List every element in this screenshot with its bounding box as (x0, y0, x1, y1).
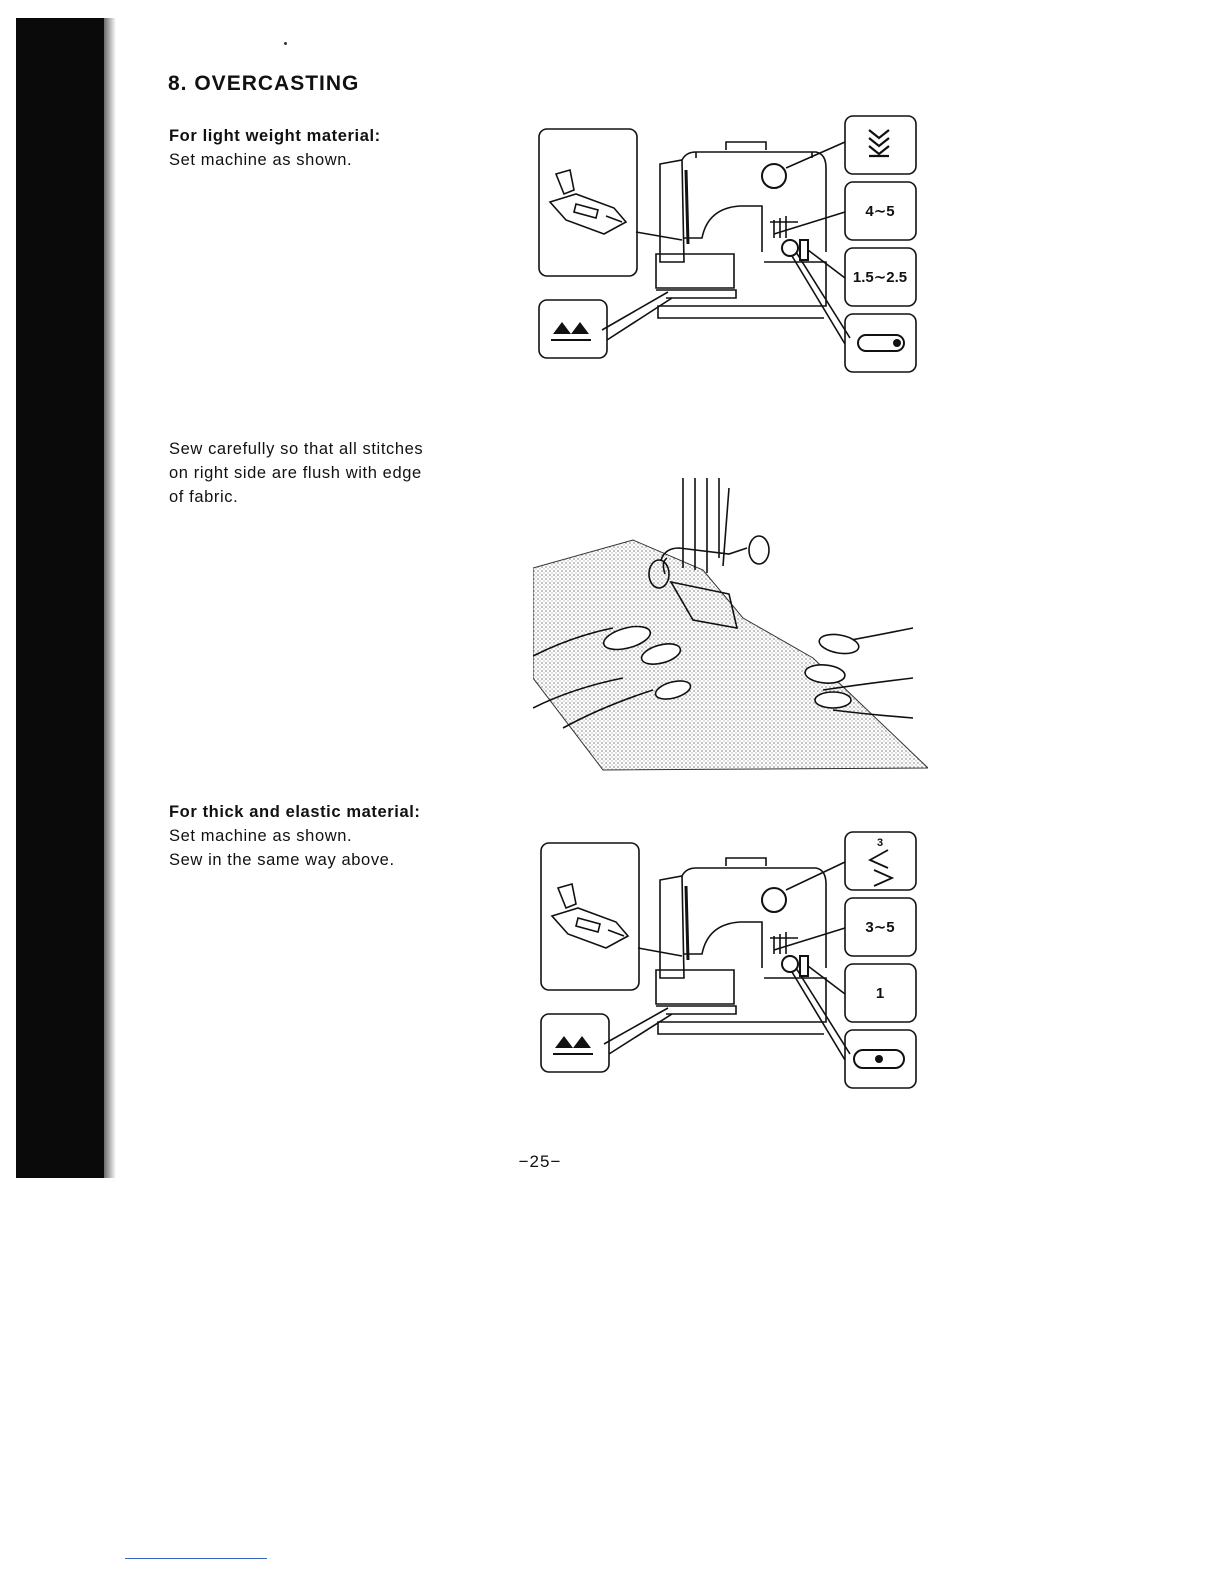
elastic-overcast-pattern-icon (870, 850, 892, 886)
feed-dog-up-icon (553, 1036, 593, 1055)
scan-speck (284, 42, 287, 45)
feed-dog-up-icon (551, 322, 591, 341)
thick-material-line: Sew in the same way above. (169, 851, 395, 869)
button-dot (893, 339, 901, 347)
button-dot (875, 1055, 883, 1063)
scan-dark-edge (16, 18, 104, 1178)
thick-material-heading: For thick and elastic material: (169, 803, 421, 821)
presser-foot-icon (552, 884, 628, 948)
stitch-width-value: 3∼5 (865, 919, 895, 936)
light-material-line: Set machine as shown. (169, 151, 353, 169)
light-material-heading: For light weight material: (169, 127, 381, 145)
stitch-length-value: 1.5∼2.5 (852, 269, 908, 286)
button-callout (845, 314, 916, 372)
footer-rule (125, 1558, 267, 1559)
feed-dog-callout (541, 1014, 609, 1072)
sewing-instruction-line: of fabric. (169, 488, 239, 506)
light-weight-settings-figure (536, 112, 926, 377)
sewing-machine-drawing (656, 142, 826, 318)
hands-guiding-fabric-illustration (533, 478, 928, 770)
sewing-instruction-line: Sew carefully so that all stitches (169, 440, 424, 458)
stitch-length-value: 1 (875, 985, 885, 1002)
feed-dog-callout (539, 300, 607, 358)
presser-foot-inset (539, 129, 637, 276)
pattern-number: 3 (876, 837, 884, 849)
presser-foot-inset (541, 843, 639, 990)
sewing-illustration-figure (533, 478, 928, 773)
section-title: 8. OVERCASTING (168, 72, 360, 95)
overcast-zigzag-pattern-icon (869, 130, 889, 156)
sewing-instruction-line: on right side are flush with edge (169, 464, 422, 482)
light-material-text (169, 124, 381, 172)
sewing-instruction-text (169, 437, 423, 509)
thick-material-text (169, 800, 421, 872)
page-number: −25− (518, 1152, 562, 1171)
stitch-width-value: 4∼5 (865, 203, 895, 220)
scan-edge-shadow (104, 18, 116, 1178)
presser-foot-icon (550, 170, 626, 234)
thick-material-line: Set machine as shown. (169, 827, 353, 845)
sewing-machine-drawing (656, 858, 826, 1034)
thick-elastic-settings-figure (536, 828, 926, 1093)
